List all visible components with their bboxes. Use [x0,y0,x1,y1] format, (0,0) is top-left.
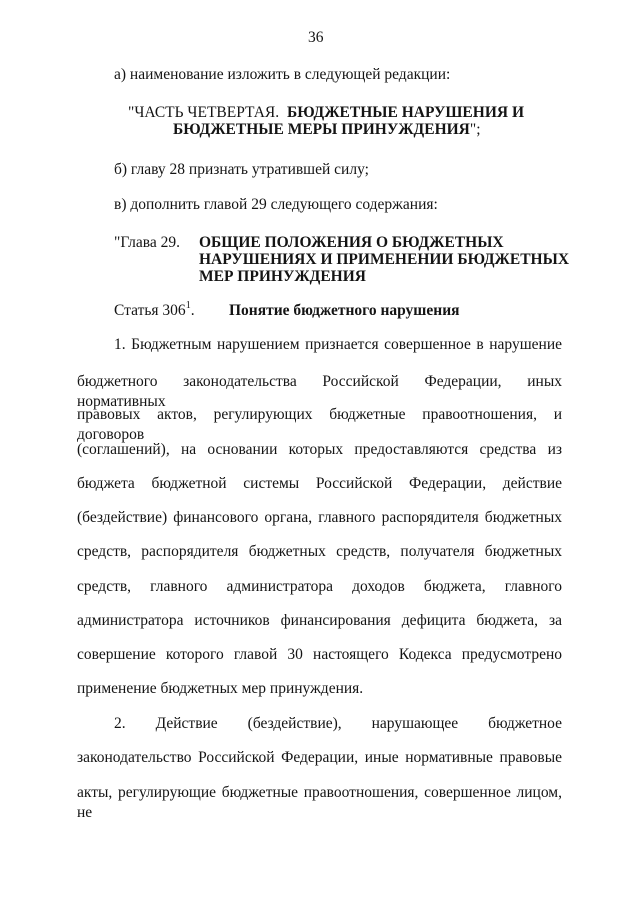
paragraph-1-line-1: 1. Бюджетным нарушением признается совершенное в нарушение [114,336,562,353]
part-title-prefix: "ЧАСТЬ ЧЕТВЕРТАЯ. [128,104,280,121]
article-label-superscript: 1 [185,299,191,311]
paragraph-1-line-3: правовых актов, регулирующих бюджетные правоотношения, и договоров [77,406,562,443]
part-title-line-1 [128,104,524,122]
article-label [114,299,195,320]
item-b: б) главу 28 признать утратившей силу; [114,161,369,178]
chapter-title-line-2: НАРУШЕНИЯХ И ПРИМЕНЕНИИ БЮДЖЕТНЫХ [199,251,570,268]
paragraph-1-line-4: (соглашений), на основании которых предоставляются средства из [77,441,562,458]
page-number: 36 [308,29,324,46]
paragraph-2-line-2: законодательство Российской Федерации, иные нормативные правовые [77,749,562,766]
paragraph-1-line-11: применение бюджетных мер принуждения. [77,680,364,697]
paragraph-1-line-2: бюджетного законодательства Российской Федерации, иных нормативных [77,373,562,410]
part-title-bold-2: БЮДЖЕТНЫЕ МЕРЫ ПРИНУЖДЕНИЯ [173,121,470,138]
paragraph-1-line-5: бюджета бюджетной системы Российской Федерации, действие [77,475,562,492]
paragraph-1-line-7: средств, распорядителя бюджетных средств, получателя бюджетных [77,543,562,560]
paragraph-2-line-1: 2. Действие (бездействие), нарушающее бюджетное [114,715,562,732]
article-title: Понятие бюджетного нарушения [229,302,460,319]
item-a: а) наименование изложить в следующей редакции: [114,66,451,83]
article-label-text: Статья 306 [114,302,186,319]
part-title-line-2 [173,121,481,139]
paragraph-1-line-10: совершение которого главой 30 настоящего Кодекса предусмотрено [77,646,562,663]
part-title-bold-1: БЮДЖЕТНЫЕ НАРУШЕНИЯ И [287,104,525,121]
paragraph-1-line-9: администратора источников финансирования дефицита бюджета, за [77,612,562,629]
paragraph-2-line-3: акты, регулирующие бюджетные правоотношения, совершенное лицом, не [77,784,562,821]
article-label-dot: . [190,302,195,319]
item-v: в) дополнить главой 29 следующего содержания: [114,196,438,213]
part-title-suffix: "; [469,121,481,138]
paragraph-1-line-6: (бездействие) финансового органа, главного распорядителя бюджетных [77,509,562,526]
chapter-title-line-3: МЕР ПРИНУЖДЕНИЯ [199,268,366,285]
chapter-title-line-1: ОБЩИЕ ПОЛОЖЕНИЯ О БЮДЖЕТНЫХ [199,234,504,251]
paragraph-1-line-8: средств, главного администратора доходов бюджета, главного [77,578,562,595]
chapter-label: "Глава 29. [114,234,180,251]
